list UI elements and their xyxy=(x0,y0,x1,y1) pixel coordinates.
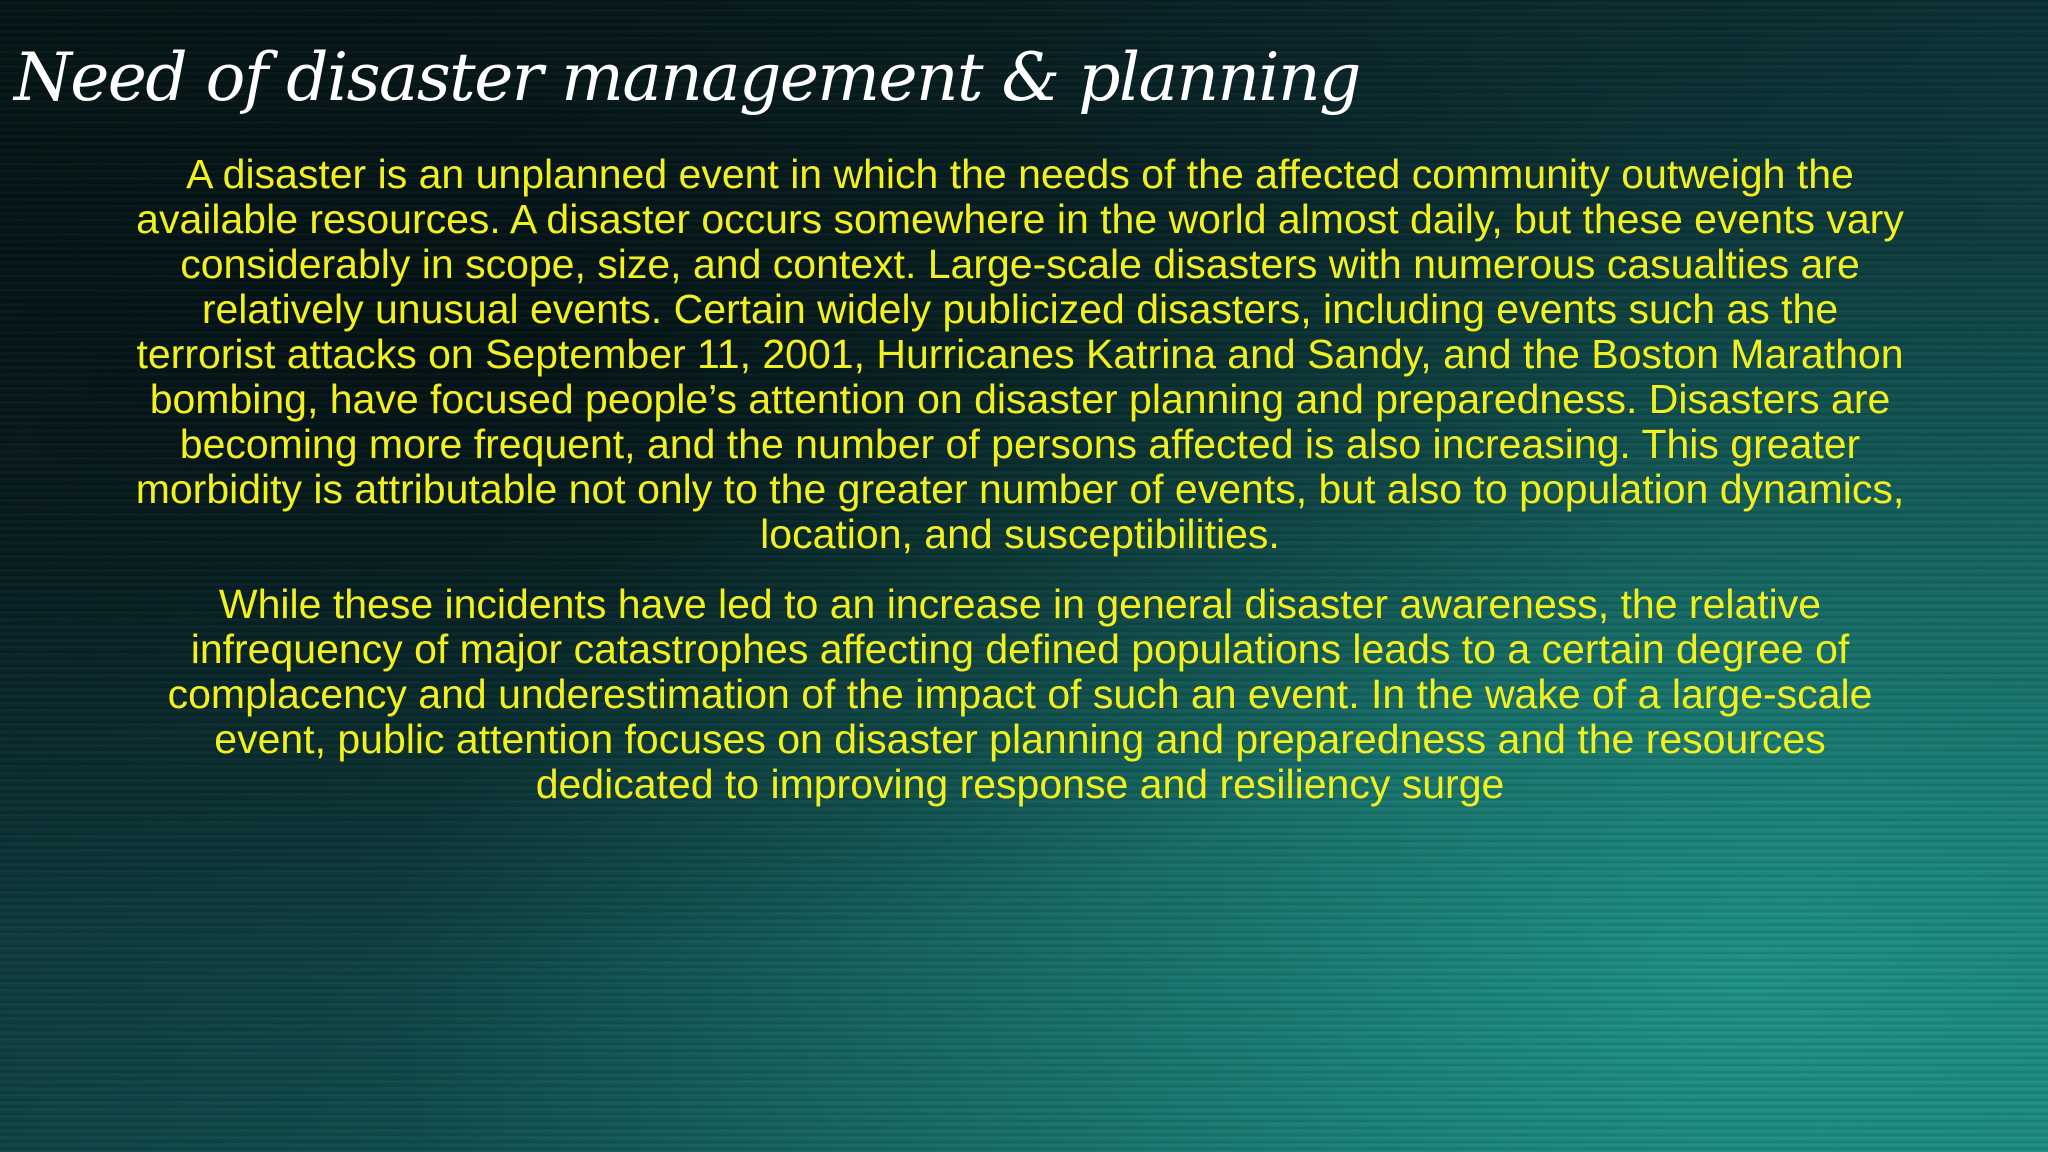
slide-title: Need of disaster management & planning xyxy=(14,39,1360,116)
body-paragraph-2: While these incidents have led to an increase in general disaster awareness, the relative infrequency of major catastrophes affecting defined populations leads to a certain degree of complacency and underestimation of the impact of such an event. In the wake of a large-scale event, public attention focuses on disaster planning and preparedness and the resources dedicated to improving response and resiliency surge xyxy=(167,581,1873,807)
body-paragraph-1: A disaster is an unplanned event in which the needs of the affected community outweigh the available resources. A disaster occurs somewhere in the world almost daily, but these events vary considerably in scope, size, and context. Large-scale disasters with numerous casualties are relatively unusual events. Certain widely publicized disasters, including events such as the terrorist attacks on September 11, 2001, Hurricanes Katrina and Sandy, and the Boston Marathon bombing, have focused people’s attention on disaster planning and preparedness. Disasters are becoming more frequent, and the number of persons affected is also increasing. This greater morbidity is attributable not only to the greater number of events, but also to population dynamics, location, and susceptibilities. xyxy=(135,151,1905,557)
slide-body xyxy=(130,152,1910,807)
